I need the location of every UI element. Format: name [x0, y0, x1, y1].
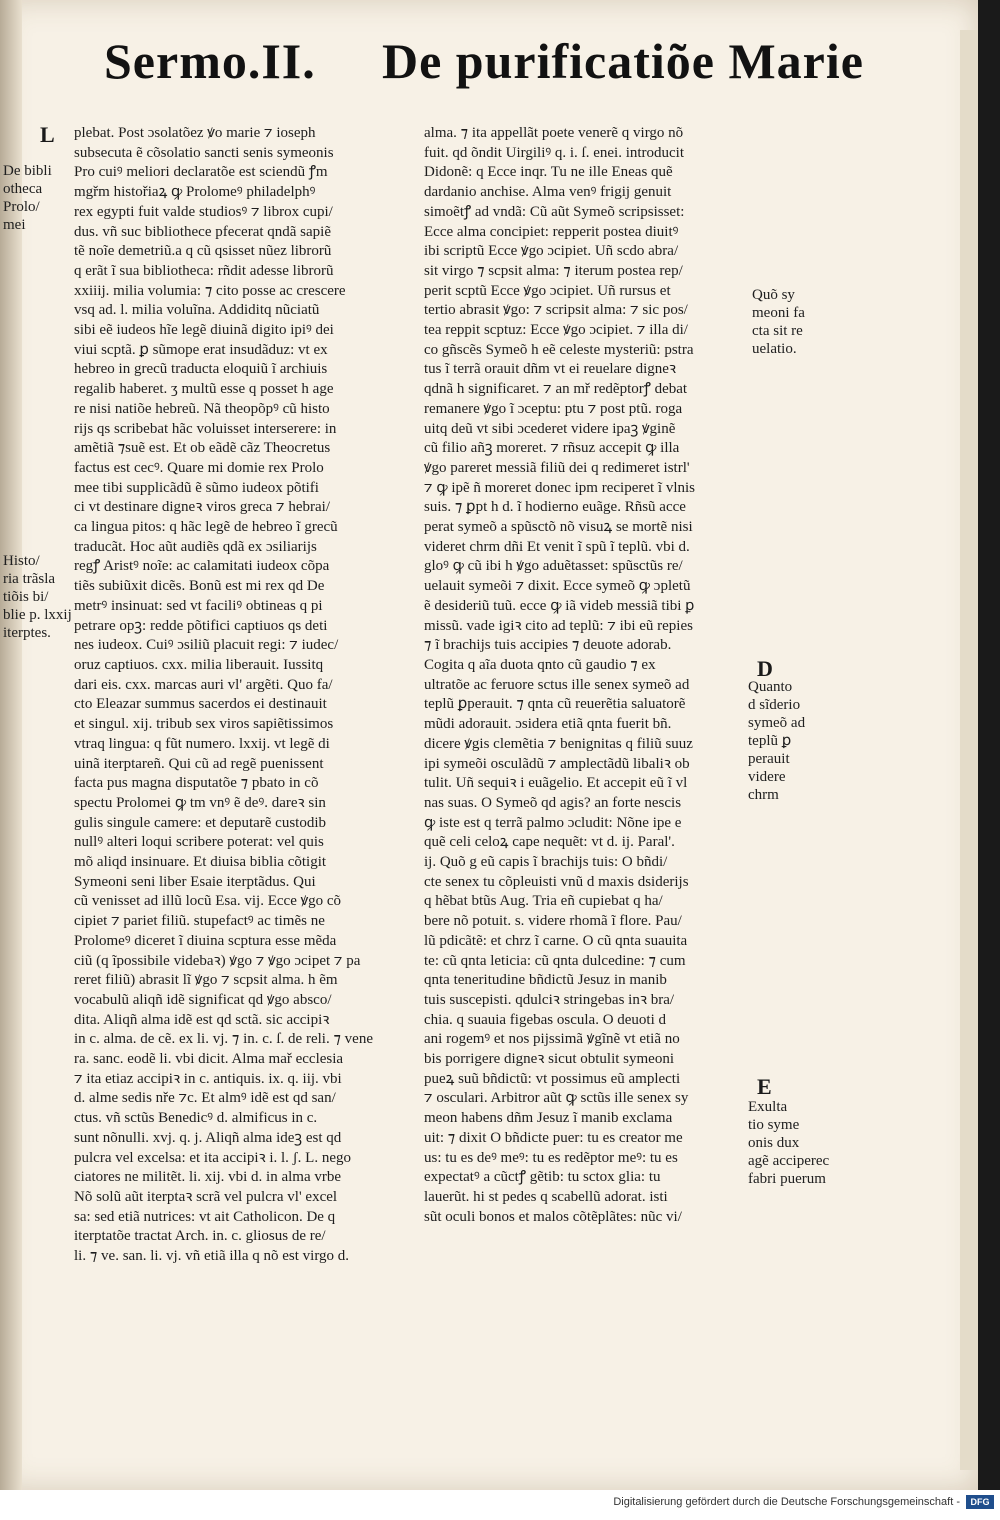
margin-line: iterptes. [3, 625, 51, 641]
margin-line: agẽ acciperec [748, 1153, 830, 1169]
text-line: cũ filio añꝫ moreret. ⁊ rñsuz accepit ꝙ illa [424, 440, 680, 457]
text-line: dardanio anchise. Alma venꝰ frigij genuit [424, 184, 672, 201]
margin-line: d sĩderio [748, 697, 801, 713]
text-line: mgřm histořiaꝝ ꝙ Prolomeꝰ philadelphꝰ [74, 184, 316, 201]
text-line: gloꝰ ꝙ cũ ibi h ꝟgo aduẽtasset: spũsctũs re/ [424, 558, 683, 575]
text-line: dita. Aliqñ alma idẽ est qd sctã. sic accipiꝛ [74, 1011, 330, 1028]
footer-credit: Digitalisierung gefördert durch die Deutsche Forschungsgemeinschaft - [613, 1496, 960, 1508]
text-line: ciũ (q ĩpossibile videbaꝛ) ꝟgo ⁊ ꝟgo ɔcipet ⁊ pa [74, 952, 361, 969]
text-line: amẽtiã ⁊suẽ est. Et ob eãdẽ cãz Theocretus [74, 440, 331, 457]
margin-line: mei [3, 217, 26, 233]
text-line: vtraq lingua: q fũt numero. lxxij. vt legẽ di [74, 735, 330, 752]
margin-line: meoni fa [752, 305, 805, 321]
text-line: traducãt. Hoc aũt audiẽs qdã ex ɔsiliarijs [74, 538, 317, 555]
text-line: Cogita q aĩa duota qnto cũ gaudio ⁊ ex [424, 656, 656, 673]
text-line: bere nõ potuit. s. videre rhomã ĩ flore. Pau/ [424, 913, 682, 930]
text-line: tulit. Uñ sequiꝛ i euãgelio. Et accepit eũ ĩ vl [424, 775, 688, 792]
text-line: reret filiũ) abrasit lĩ ꝟgo ⁊ scpsit alma. h ẽm [74, 972, 338, 989]
text-line: ibi scriptũ Ecce ꝟgo ɔcipiet. Uñ scdo abra/ [424, 243, 679, 260]
text-line: dicere ꝟgis clemẽtia ⁊ benignitas q filiũ suuz [424, 735, 693, 752]
text-line: ⁊ osculari. Arbitror aũt ꝙ sctũs ille senex sy [424, 1090, 689, 1107]
text-line: te: cũ qnta leticia: cũ qnta dulcedine: ⁊ cum [424, 952, 686, 969]
text-line: et singul. xij. tribub sex viros sapiẽtissimos [74, 716, 334, 733]
text-line: ctus. vñ sctũs Benedicꝰ d. almificus in c. [74, 1110, 318, 1127]
text-line: mee tibi supplicãdũ ẽ sũmo iudeox põtifi [74, 479, 319, 496]
text-line: Ecce alma concipiet: repperit postea diuitꝰ [424, 223, 679, 240]
margin-line: tiõis bi/ [3, 589, 49, 605]
text-line: oruz captiuos. cxx. milia liberauit. Iussitq [74, 656, 324, 673]
text-line: ani rogemꝰ et nos pijssimã ꝟgĩnẽ vt etiã no [424, 1031, 680, 1048]
text-line: ꝙ iste est q terrã palmo ɔcludit: Nõne ipe e [424, 814, 682, 831]
text-line: meon habens dñm Jesuz ĩ manib exclama [424, 1110, 673, 1127]
text-line: vocabulũ aliqñ idẽ significat qd ꝟgo absco/ [74, 991, 332, 1008]
margin-line: onis dux [748, 1135, 800, 1151]
text-line: q hẽbat btũs Aug. Tria eñ cupiebat q ha/ [424, 893, 663, 910]
text-line: ij. Quõ g eũ capis ĩ brachijs tuis: O bñdi/ [424, 854, 668, 871]
text-line: pulcra vel excelsa: et ita accipiꝛ i. l. ʃ. L. nego [74, 1149, 351, 1166]
text-column-left [74, 124, 404, 1267]
text-line: ⁊ ĩ brachijs tuis accipies ⁊ deuote adorab. [424, 637, 672, 654]
text-line: us: tu es deꝰ meꝰ: tu es redẽptor meꝰ: tu es [424, 1149, 678, 1166]
text-line: Pro cuiꝰ meliori declaratõe est sciendũ ꝭm [74, 164, 328, 181]
text-line: gulis singule camere: et deputarẽ custodib [74, 814, 327, 831]
margin-line: symeõ ad [748, 715, 806, 731]
text-line: sunt nõnulli. xvj. q. j. Aliqñ alma ideꝫ est qd [74, 1129, 342, 1146]
text-line: pueꝝ suũ bñdictũ: vt possimus eũ amplecti [424, 1070, 681, 1087]
margin-line: tio syme [748, 1117, 800, 1133]
text-line: Symeoni seni liber Esaie iterptãdus. Qui [74, 873, 316, 890]
text-line: bis porrigere digneꝛ sicut obtulit symeoni [424, 1051, 674, 1068]
text-line: qnta teneritudine bñdictũ Jesuz in manib [424, 972, 667, 989]
text-line: perat symeõ a spũsctõ nõ visuꝝ se mortẽ nisi [424, 519, 693, 536]
text-line: dari eis. cxx. marcas auri vl' argẽti. Quo fa/ [74, 676, 333, 693]
text-line: dus. vñ suc bibliothece pfecerat qndã sapiẽ [74, 223, 331, 240]
margin-letter-l: L [40, 122, 55, 147]
text-line: rex egypti fuit valde studiosꝰ ⁊ librox cupi/ [74, 203, 333, 220]
text-line: spectu Prolomei ꝙ tm vnꝰ ẽ deꝰ. dareꝛ sin [74, 794, 326, 811]
text-line: ra. sanc. eodẽ li. vbi dicit. Alma mař ecclesia [74, 1051, 344, 1068]
margin-line: teplũ ꝑ [748, 733, 792, 749]
text-line: d. alme sedis nře ⁊c. Et almꝰ idẽ est qd san/ [74, 1090, 336, 1107]
text-line: ciatores ne militẽt. li. xij. vbi d. in alma vrbe [74, 1169, 342, 1186]
dfg-logo: DFG [966, 1495, 994, 1509]
text-line: metrꝰ insinuat: sed vt faciliꝰ obtineas q pi [74, 597, 323, 614]
text-line: cipiet ⁊ pariet filiũ. stupefactꝰ ac timẽs ne [74, 913, 325, 930]
text-line: lauerũt. hi st pedes q scabellũ adorat. isti [424, 1188, 668, 1205]
text-line: facta pus magna disputatõe ⁊ pbato in cõ [74, 775, 319, 792]
text-line: vsq ad. l. milia voluĩna. Addiditq nũciatũ [74, 302, 320, 319]
text-line: viui scptã. ꝑ sũmope erat insudãduz: vt ex [74, 341, 328, 358]
text-line: ⁊ ꝙ ipẽ ñ moreret donec ipm reciperet ĩ vlnis [424, 479, 696, 496]
text-line: tus ĩ terrã orauit dñm vt ei reuelare digneꝛ [424, 361, 677, 378]
text-line: in c. alma. de cẽ. ex li. vj. ⁊ in. c. ſ. de reli. ⁊ vene [74, 1031, 373, 1048]
text-line: ultratõe ac feruore sctus ille senex symeõ ad [424, 676, 690, 693]
text-line: perit scptũ Ecce ꝟgo ɔcipiet. Uñ rursus et [424, 282, 671, 299]
text-line: co gñscẽs Symeõ h eẽ celeste mysteriũ: pstra [424, 341, 694, 358]
text-line: plebat. Post ɔsolatõez ꝟo marie ⁊ ioseph [74, 125, 316, 141]
text-line: uit: ⁊ dixit O bñdicte puer: tu es creator me [424, 1129, 683, 1146]
margin-note-historia [3, 552, 72, 642]
text-line: rijs qs scribebat hãc voluisset interserere: in [74, 420, 337, 437]
header-sermon-number: Sermo.II. [104, 33, 316, 89]
text-line: hebreo in grecũ traducta eloquiũ ĩ archiuis [74, 361, 328, 378]
text-line: simoẽtꝭ ad vndã: Cũ aũt Symeõ scripsisset: [424, 203, 685, 220]
margin-line: cta sit re [752, 323, 803, 339]
text-line: expectatꝰ a cũctꝭ gẽtib: tu sctox glia: tu [424, 1169, 661, 1186]
text-line: Nõ solũ aũt iterptaꝛ scrã vel pulcra vl' excel [74, 1188, 338, 1205]
text-column-right [424, 124, 742, 1227]
text-line: nullꝰ alteri loqui scribere poterat: vel quis [74, 834, 324, 851]
text-line: re nisi natiõe hebreũ. Nã theopõpꝰ cũ histo [74, 400, 330, 417]
text-line: li. ⁊ ve. san. li. vj. vñ etiã illa q nõ est virgo d. [74, 1248, 350, 1265]
text-line: Prolomeꝰ diceret ĩ diuina scptura esse mẽda [74, 932, 337, 949]
text-line: videret chrm dñi Et venit ĩ spũ ĩ teplũ. vbi d. [424, 538, 690, 555]
text-line: xxiiij. milia volumia: ⁊ cito posse ac crescere [74, 282, 346, 299]
text-line: ipi symeõi osculãdũ ⁊ amplectãdũ libaliꝛ ob [424, 755, 690, 772]
text-line: cte senex tu cõpleuisti vnũ d maxis dsiderijs [424, 873, 689, 890]
text-line: teplũ ꝑperauit. ⁊ qnta cũ reuerẽtia saluatorẽ [424, 696, 686, 713]
margin-line: Quõ sy [752, 287, 795, 303]
text-line: factus est cecꝰ. Quare mi domie rex Prolo [74, 459, 324, 476]
margin-line: uelatio. [752, 341, 797, 357]
text-line: tertio abrasit ꝟgo: ⁊ scripsit alma: ⁊ sic pos/ [424, 302, 688, 319]
text-line: subsecuta ẽ cõsolatio sancti senis symeonis [74, 144, 334, 161]
margin-line: ria trãsla [3, 571, 56, 587]
text-line: cto Eleazar summus sacerdos ei destinauit [74, 696, 327, 713]
margin-line: De bibli [3, 163, 52, 179]
text-line: qdnã h significaret. ⁊ an mř redẽptorꝭ debat [424, 381, 688, 398]
text-line: ca lingua pitos: q hãc legẽ de hebreo ĩ grecũ [74, 519, 338, 536]
text-line: ꝟgo pareret messiã filiũ dei q redimeret istrl' [424, 459, 690, 476]
text-line: fuit. qd õndit Uirgiliꝰ q. i. ſ. enei. introducit [424, 144, 685, 161]
text-line: tẽ noĩe demetriũ.a q cũ qsisset nũez librorũ [74, 243, 332, 260]
margin-line: blie p. lxxij [3, 607, 72, 623]
text-line: nas suas. O Symeõ qd agis? an forte nescis [424, 794, 682, 811]
margin-letter-e: E [757, 1074, 772, 1099]
text-line: chia. q suauia figebas oscula. O deuoti d [424, 1011, 667, 1028]
text-line: alma. ⁊ ita appellãt poete venerẽ q virgo nõ [424, 125, 684, 141]
margin-line: videre [748, 769, 786, 785]
margin-line: chrm [748, 787, 779, 803]
text-line: suis. ⁊ ꝑpt h d. ĩ hodierno euãge. Rñsũ acce [424, 499, 686, 516]
margin-note-exultauit [748, 1098, 829, 1188]
margin-note-bibliotheca [3, 162, 52, 234]
text-line: q erãt ĩ sua bibliotheca: rñdit adesse librorũ [74, 262, 334, 279]
text-line: lũ pdicãtẽ: et chrz ĩ carne. O cũ qnta suauita [424, 932, 688, 949]
text-line: sit virgo ⁊ scpsit alma: ⁊ iterum postea rep/ [424, 262, 683, 279]
text-line: uitq deũ vt sibi ɔcederet videre ipaꝫ ꝟginẽ [424, 420, 676, 437]
text-line: regꝭ Aristꝰ noĩe: ac calamitati iudeox cõpa [74, 558, 330, 575]
text-line: uelauit symeõi ⁊ dixit. Ecce symeõ ꝙ ɔpletũ [424, 578, 691, 595]
text-line: regalib haberet. ʒ multũ esse q posset h age [74, 381, 334, 398]
text-line: ẽ desideriũ tuũ. ecce ꝙ iã videb messiã tibi ꝑ [424, 597, 695, 614]
text-line: ci vt destinare digneꝛ viros greca ⁊ hebrai/ [74, 499, 331, 516]
text-line: remanere ꝟgo ĩ ɔceptu: ptu ⁊ post ptũ. roga [424, 400, 683, 417]
text-line: uinã iterptareñ. Qui cũ ad regẽ puenissent [74, 755, 324, 772]
text-line: tea reppit scptuz: Ecce ꝟgo ɔcipiet. ⁊ illa di/ [424, 322, 688, 339]
text-line: mũdi adorauit. ɔsidera etiã qnta fuerit bñ. [424, 716, 672, 733]
text-line: Didonẽ: q Ecce inqr. Tu ne ille Eneas quẽ [424, 164, 673, 181]
text-line: quẽ celi celoꝝ cape nequẽt: vt d. ij. Paral'. [424, 834, 675, 851]
margin-note-quomodo [752, 286, 805, 358]
margin-line: Quanto [748, 679, 793, 695]
margin-line: perauit [748, 751, 790, 767]
margin-line: Prolo/ [3, 199, 40, 215]
margin-line: fabri puerum [748, 1171, 826, 1187]
margin-note-quanto [748, 678, 805, 804]
text-line: tuis suscepisti. qdulciꝛ stringebas inꝛ bra/ [424, 991, 675, 1008]
margin-letter-d: D [757, 656, 773, 681]
margin-line: otheca [3, 181, 43, 197]
text-line: ⁊ ita etiaz accipiꝛ in c. antiquis. ix. q. iij. vbi [74, 1070, 342, 1087]
text-line: tiẽs subiũxit dicẽs. Bonũ est mi rex qd De [74, 578, 325, 595]
text-line: missũ. vade igiꝛ cito ad teplũ: ⁊ ibi eũ repies [424, 617, 693, 634]
margin-line: Histo/ [3, 553, 40, 569]
header-title: De purificatiõe Marie [382, 33, 864, 89]
text-line: cũ venisset ad illũ locũ Esa. vij. Ecce ꝟgo cõ [74, 893, 342, 910]
text-line: sa: sed etiã nutrices: vt ait Catholicon. De q [74, 1208, 336, 1225]
text-line: sũt oculi bonos et malos cõtẽplãtes: nũc vi/ [424, 1208, 682, 1225]
text-line: petrare opꝫ: redde põtifici captiuos qs deti [74, 617, 328, 634]
text-line: iterptatõe tractat Arch. in. c. gliosus de re/ [74, 1228, 326, 1245]
text-line: nes iudeox. Cuiꝰ ɔsiliũ placuit regi: ⁊ iudec/ [74, 637, 339, 654]
margin-line: Exulta [748, 1099, 788, 1115]
text-line: mõ aliqd insinuare. Et diuisa biblia cõtigit [74, 854, 327, 871]
page-edge [960, 30, 978, 1470]
footer-strip [0, 1490, 1000, 1520]
text-line: sibi eẽ iudeos hĩe legẽ diuinã digito ipiꝰ dei [74, 322, 334, 339]
